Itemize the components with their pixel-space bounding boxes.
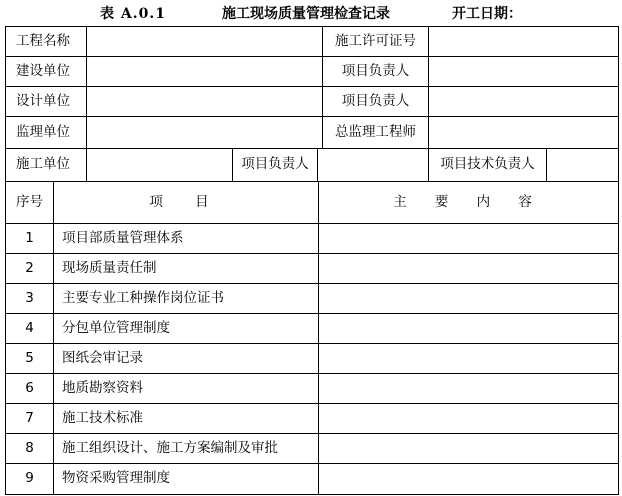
item-row-5-number: 5 — [25, 349, 34, 366]
design-pm-label: 项目负责人 — [341, 92, 410, 109]
item-row-7-content[interactable] — [319, 404, 618, 433]
project-name-field[interactable] — [87, 27, 322, 56]
seq-column-header: 序号 — [16, 193, 43, 210]
item-row-6-name: 地质勘察资料 — [62, 379, 143, 396]
construction-permit-field[interactable] — [429, 27, 618, 56]
construction-permit-label: 施工许可证号 — [335, 32, 416, 49]
content-column-header: 主 要 内 容 — [393, 193, 544, 210]
item-row-6-number: 6 — [25, 379, 34, 396]
item-row-1-content[interactable] — [319, 224, 618, 253]
item-row-9-content[interactable] — [319, 464, 618, 494]
table-title: 施工现场质量管理检查记录 — [222, 6, 390, 22]
item-row-7-name: 施工技术标准 — [62, 409, 143, 426]
construction-pm-label: 项目负责人 — [241, 156, 309, 173]
design-unit-label: 设计单位 — [16, 92, 70, 109]
item-column-header: 项 目 — [149, 193, 223, 210]
item-row-1-number: 1 — [25, 229, 34, 246]
item-row-8-number: 8 — [25, 439, 34, 456]
item-row-7-number: 7 — [25, 409, 34, 426]
item-row-8-content[interactable] — [319, 434, 618, 463]
item-row-2-name: 现场质量责任制 — [62, 259, 157, 276]
item-row-5-content[interactable] — [319, 344, 618, 373]
item-row-2-number: 2 — [25, 259, 34, 276]
builder-pm-label: 项目负责人 — [341, 62, 410, 79]
supervision-unit-field[interactable] — [87, 117, 322, 148]
item-row-4-content[interactable] — [319, 314, 618, 343]
document-title — [0, 4, 622, 24]
item-row-9-name: 物资采购管理制度 — [62, 470, 170, 487]
construction-pm-field[interactable] — [318, 149, 428, 181]
item-row-2-content[interactable] — [319, 254, 618, 283]
item-row-3-content[interactable] — [319, 284, 618, 313]
design-pm-field[interactable] — [429, 87, 618, 116]
project-name-label: 工程名称 — [16, 32, 70, 49]
technical-lead-field[interactable] — [547, 149, 618, 181]
item-row-3-name: 主要专业工种操作岗位证书 — [62, 289, 224, 306]
start-date-label: 开工日期： — [452, 6, 522, 22]
item-row-6-content[interactable] — [319, 374, 618, 403]
item-row-5-name: 图纸会审记录 — [62, 349, 143, 366]
table-code: 表 A.0.1 — [100, 6, 166, 22]
design-unit-field[interactable] — [87, 87, 322, 116]
construction-unit-label: 施工单位 — [16, 156, 70, 173]
builder-unit-label: 建设单位 — [16, 62, 70, 79]
supervision-unit-label: 监理单位 — [16, 123, 70, 140]
technical-lead-label: 项目技术负责人 — [440, 156, 535, 173]
chief-supervisor-label: 总监理工程师 — [335, 123, 416, 140]
item-row-4-number: 4 — [25, 319, 34, 336]
construction-unit-field[interactable] — [87, 149, 232, 181]
chief-supervisor-field[interactable] — [429, 117, 618, 148]
builder-unit-field[interactable] — [87, 57, 322, 86]
item-row-1-name: 项目部质量管理体系 — [62, 229, 184, 246]
item-row-3-number: 3 — [25, 289, 34, 306]
builder-pm-field[interactable] — [429, 57, 618, 86]
item-row-9-number: 9 — [25, 470, 34, 487]
item-row-4-name: 分包单位管理制度 — [62, 319, 170, 336]
item-row-8-name: 施工组织设计、施工方案编制及审批 — [62, 439, 278, 456]
